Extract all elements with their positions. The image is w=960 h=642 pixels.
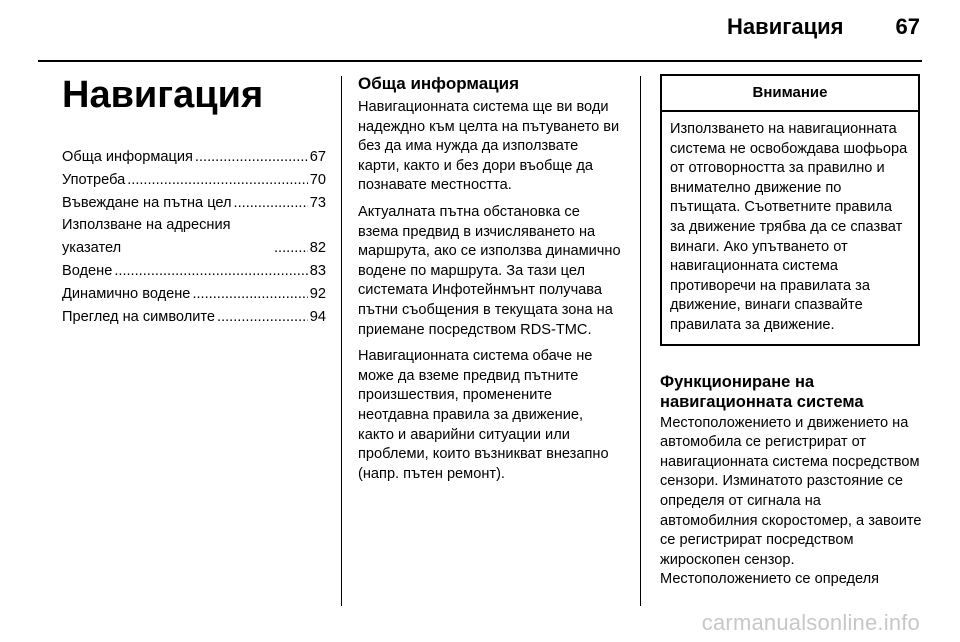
warning-box [660, 74, 920, 346]
chapter-title: Навигация [62, 74, 264, 116]
toc-entry-page: 83 [309, 262, 326, 279]
toc-entry-page: 67 [309, 149, 326, 165]
watermark: carmanualsonline.info [701, 610, 920, 635]
toc-entry-label: Употреба [62, 171, 126, 188]
section-heading: Обща информация [358, 74, 519, 93]
toc-entry-page: 94 [309, 308, 326, 325]
toc-entry[interactable] [62, 260, 326, 283]
body-paragraph: Актуалната пътна обстановка се взема предвид в изчисляването на маршрута, ако се използва динамично водене по маршрута. За тази цел системата Инфотейнмънт получава пътни съобщения в текущата зона на приемане посредством RDS-TMC. [358, 203, 621, 338]
toc-entry[interactable] [62, 306, 326, 329]
warning-title: Внимание [662, 76, 918, 112]
toc-entry-label: Обща информация [62, 149, 193, 165]
toc-entry-label: Динамично водене [62, 285, 191, 302]
toc-entry-page: 70 [309, 171, 326, 188]
toc-leader-dots [234, 192, 308, 215]
column-divider-1 [341, 76, 342, 606]
body-paragraph: Местоположението и движението на автомобила се регистрират от навигационната система посредством сензори. Изминатото разстояние се определя от сигнала на автомобилния скоростомер, а завоите се регистрират посредством жироскопен сензор. Местоположението се определя [660, 414, 922, 588]
toc-entry-page: 92 [309, 285, 326, 302]
general-info-column [358, 74, 622, 491]
running-head [727, 14, 920, 40]
toc-leader-dots [217, 306, 308, 329]
toc-entry-label: Водене [62, 262, 113, 279]
toc-entry-label: Въвеждане на пътна цел [62, 194, 232, 211]
toc-leader-dots [127, 169, 308, 192]
toc-leader-dots [274, 237, 308, 260]
toc-entry[interactable] [62, 146, 326, 169]
body-paragraph: Навигационната система ще ви води надеждно към целта на пътуването ви без да има нужда да използвате карти, както и без дори въобще да познавате местността. [358, 99, 620, 194]
toc-column [62, 70, 326, 328]
toc-leader-dots [192, 283, 307, 306]
toc-entry-label: Използване на адресния указател [62, 217, 231, 257]
body-paragraph: Навигационната система обаче не може да вземе предвид пътните произшествия, променените неотдавна правила за движение, както и аварийни ситуации или проблеми, които възникват внезапно (напр. пътен ремонт). [358, 348, 609, 482]
toc-entry-page: 73 [309, 194, 326, 211]
toc-leader-dots [195, 146, 308, 169]
toc-entry[interactable] [62, 192, 326, 215]
running-head-title: Навигация [727, 14, 844, 39]
column-divider-2 [640, 76, 641, 606]
header-rule [38, 60, 922, 62]
page-number: 67 [895, 14, 920, 39]
warning-text: Използването на навигационната система не освобождава шофьора от отговорността за правилно и внимателно движение по пътищата. Съответните правила за движение трябва да се спазват винаги. Ако упътването от навигационната система противоречи на правилата за движение, винаги спазвайте правилата за движение. [670, 121, 908, 333]
toc-entry[interactable] [62, 214, 326, 260]
section-heading: Функциониране на навигационната система [660, 372, 864, 411]
toc-entry-page: 82 [309, 240, 326, 257]
table-of-contents [62, 146, 326, 328]
toc-entry-label: Преглед на символите [62, 308, 216, 325]
toc-leader-dots [114, 260, 307, 283]
right-column [660, 74, 922, 597]
toc-entry[interactable] [62, 283, 326, 306]
toc-entry[interactable] [62, 169, 326, 192]
